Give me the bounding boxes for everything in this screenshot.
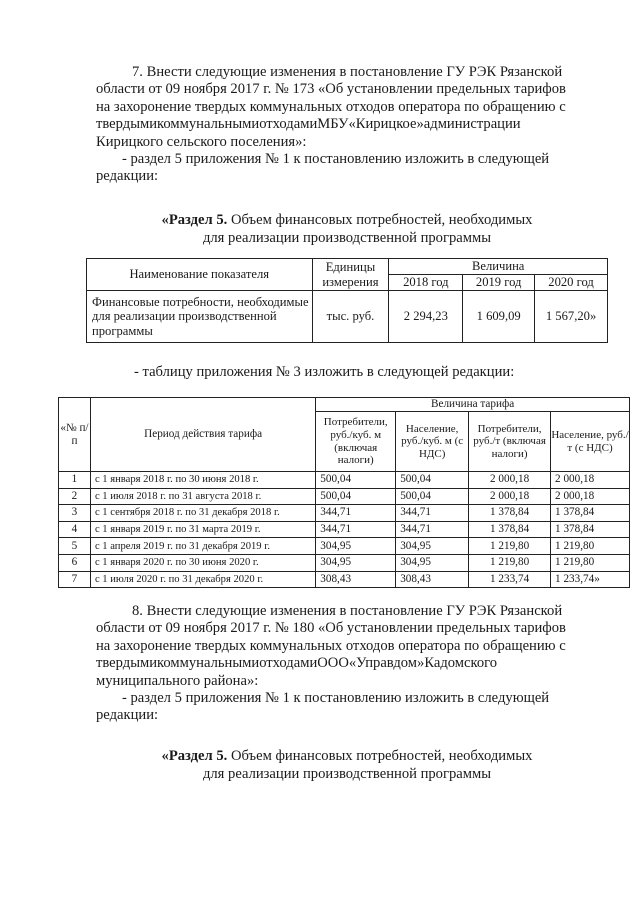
section-title-line2: для реализации производственной программы [202, 765, 492, 782]
row-value: 1 233,74» [551, 571, 630, 588]
table-row [59, 538, 630, 555]
text-line: - раздел 5 приложения № 1 к постановлению изложить в следующей [122, 690, 550, 707]
text-line: на захоронение твердых коммунальных отходов оператора по обращению с [96, 98, 566, 115]
row-value: 1 378,84 [469, 505, 551, 522]
text-line: области от 09 ноября 2017 г. № 173 «Об установлении предельных тарифов [96, 81, 566, 98]
header-year: 2019 год [463, 275, 535, 291]
row-value: 344,71 [316, 521, 396, 538]
header-tariff: Величина тарифа [316, 398, 630, 412]
header-num: «№ п/п [59, 398, 91, 472]
section-title-bold: «Раздел 5. [161, 212, 228, 228]
row-number: 4 [59, 521, 91, 538]
row-value: 1 219,80 [551, 554, 630, 571]
subheader: Население, руб./т (с НДС) [551, 412, 630, 472]
row-value: 1 609,09 [463, 291, 535, 343]
text-line: Кирицкого сельского поселения»: [96, 133, 307, 150]
row-value: 500,04 [316, 472, 396, 489]
row-value: 304,95 [316, 554, 396, 571]
text-line: муниципального района»: [96, 672, 259, 689]
subheader: Потребители, руб./т (включая налоги) [469, 412, 551, 472]
text-line: 8. Внести следующие изменения в постановление ГУ РЭК Рязанской [132, 603, 563, 619]
row-value: 500,04 [396, 472, 469, 489]
row-number: 5 [59, 538, 91, 555]
text-line: - таблицу приложения № 3 изложить в следующей редакции: [134, 364, 515, 380]
row-value: 344,71 [396, 505, 469, 522]
table-row [59, 521, 630, 538]
row-value: 344,71 [316, 505, 396, 522]
header-name: Наименование показателя [87, 259, 313, 291]
row-value: 2 000,18 [551, 472, 630, 489]
section-title-line2: для реализации производственной программы [202, 229, 492, 246]
header-value: Величина [389, 259, 608, 275]
row-value: 2 000,18 [551, 488, 630, 505]
header-year: 2020 год [535, 275, 608, 291]
table-row [59, 488, 630, 505]
text-line: редакции: [96, 707, 159, 724]
row-value: 1 219,80 [469, 554, 551, 571]
table-row [59, 554, 630, 571]
paragraph-8 [96, 603, 598, 725]
header-year: 2018 год [389, 275, 463, 291]
text-line-justified: твердымикоммунальнымиотходамиООО«Управдом»Кадомского [96, 655, 498, 672]
section-title [96, 212, 598, 247]
table-row [59, 505, 630, 522]
row-name: Финансовые потребности, необходимые для реализации производственной программы [87, 291, 313, 343]
row-period: с 1 января 2019 г. по 31 марта 2019 г. [90, 521, 315, 538]
row-value: 308,43 [316, 571, 396, 588]
row-value: 500,04 [316, 488, 396, 505]
row-value: 1 233,74 [469, 571, 551, 588]
header-unit: Единицы измерения [312, 259, 389, 291]
row-value: 1 219,80 [551, 538, 630, 555]
section-title-rest: Объем финансовых потребностей, необходимых [227, 212, 533, 228]
row-value: 2 294,23 [389, 291, 463, 343]
row-value: 1 378,84 [469, 521, 551, 538]
row-period: с 1 января 2018 г. по 30 июня 2018 г. [90, 472, 315, 489]
row-period: с 1 апреля 2019 г. по 31 декабря 2019 г. [90, 538, 315, 555]
row-number: 7 [59, 571, 91, 588]
text-line: области от 09 ноября 2017 г. № 180 «Об установлении предельных тарифов [96, 620, 566, 637]
row-value: 2 000,18 [469, 488, 551, 505]
header-period: Период действия тарифа [90, 398, 315, 472]
row-value: 1 219,80 [469, 538, 551, 555]
subheader: Потребители, руб./куб. м (включая налоги) [316, 412, 396, 472]
row-value: 1 567,20» [535, 291, 608, 343]
row-number: 3 [59, 505, 91, 522]
row-value: 304,95 [396, 538, 469, 555]
text-line: 7. Внести следующие изменения в постановление ГУ РЭК Рязанской [132, 64, 563, 80]
row-value: 304,95 [396, 554, 469, 571]
row-value: 304,95 [316, 538, 396, 555]
row-unit: тыс. руб. [312, 291, 389, 343]
row-number: 6 [59, 554, 91, 571]
row-number: 1 [59, 472, 91, 489]
text-line: на захоронение твердых коммунальных отходов оператора по обращению с [96, 637, 566, 654]
section-title-8 [96, 748, 598, 783]
row-value: 1 378,84 [551, 521, 630, 538]
row-value: 308,43 [396, 571, 469, 588]
row-period: с 1 января 2020 г. по 30 июня 2020 г. [90, 554, 315, 571]
text-line: редакции: [96, 168, 159, 185]
row-period: с 1 июля 2020 г. по 31 декабря 2020 г. [90, 571, 315, 588]
financial-needs-table [86, 258, 608, 343]
row-value: 500,04 [396, 488, 469, 505]
table-row [59, 472, 630, 489]
text-line-justified: твердымикоммунальнымиотходамиМБУ«Кирицкое»администрации [96, 116, 521, 133]
row-period: с 1 сентября 2018 г. по 31 декабря 2018 г. [90, 505, 315, 522]
tariff-table [58, 397, 630, 588]
row-number: 2 [59, 488, 91, 505]
text-line: - раздел 5 приложения № 1 к постановлению изложить в следующей [122, 151, 550, 168]
row-value: 1 378,84 [551, 505, 630, 522]
row-value: 344,71 [396, 521, 469, 538]
section-title-rest: Объем финансовых потребностей, необходимых [227, 748, 533, 764]
table-row [59, 571, 630, 588]
paragraph-7 [96, 64, 598, 186]
tariff-table-body [59, 472, 630, 588]
table3-intro [134, 364, 604, 381]
row-value: 2 000,18 [469, 472, 551, 489]
section-title-bold: «Раздел 5. [161, 748, 228, 764]
row-period: с 1 июля 2018 г. по 31 августа 2018 г. [90, 488, 315, 505]
subheader: Население, руб./куб. м (с НДС) [396, 412, 469, 472]
